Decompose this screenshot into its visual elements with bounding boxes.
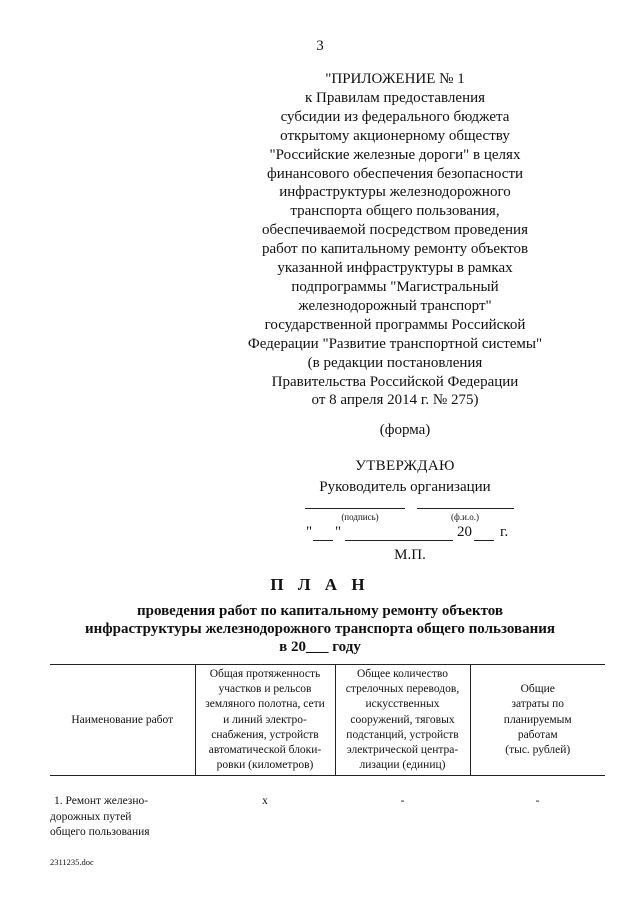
table-header-row: [50, 665, 605, 776]
row-cost: -: [535, 795, 540, 808]
appendix-line: к Правилам предоставления: [304, 89, 486, 106]
header-line: планируемым: [503, 713, 572, 726]
signature-caption: (подпись): [341, 512, 379, 522]
row-name-line: 1. Ремонт железно-: [54, 795, 149, 808]
approval-title: УТВЕРЖДАЮ: [355, 458, 455, 474]
appendix-line: инфраструктуры железнодорожного: [279, 184, 511, 201]
appendix-line: "ПРИЛОЖЕНИЕ № 1: [325, 71, 465, 87]
header-line: затраты по: [511, 698, 565, 711]
approval-subtitle: Руководитель организации: [319, 479, 491, 495]
plan-table: [50, 664, 605, 840]
header-line: снабжения, устройств: [211, 728, 319, 741]
appendix-line: "Российские железные дороги" в целях: [269, 146, 521, 163]
header-line: автоматической блоки-: [208, 744, 322, 757]
header-line: искусственных: [365, 698, 440, 711]
header-line: Общее количество: [357, 668, 448, 680]
appendix-line: (в редакции постановления: [307, 354, 483, 371]
appendix-line: железнодорожный транспорт": [298, 297, 492, 314]
form-label: (форма): [379, 422, 431, 438]
appendix-line: открытому акционерному обществу: [280, 127, 510, 144]
header-cost: [470, 665, 605, 776]
header-line: подстанций, устройств: [346, 728, 459, 741]
page-number: 3: [316, 38, 324, 54]
row-work-name: [50, 776, 195, 840]
header-line: работам: [517, 728, 558, 741]
stamp-label: М.П.: [394, 547, 426, 563]
appendix-line: субсидии из федерального бюджета: [280, 108, 510, 125]
header-line: (тыс. рублей): [505, 744, 571, 757]
name-caption: (ф.и.о.): [451, 512, 479, 522]
date-year-prefix: 20: [457, 524, 472, 540]
appendix-line: от 8 апреля 2014 г. № 275): [311, 392, 479, 409]
header-line: сооружений, тяговых: [350, 713, 455, 726]
table-row: [50, 776, 605, 840]
name-line[interactable]: [417, 508, 514, 509]
date-quote-close: ": [335, 524, 342, 540]
header-line: Общие: [520, 683, 555, 696]
date-month-line[interactable]: [345, 540, 453, 541]
appendix-header: [230, 70, 560, 410]
appendix-line: обеспечиваемой посредством проведения: [261, 222, 528, 239]
appendix-line: финансового обеспечения безопасности: [266, 165, 524, 182]
appendix-line: Правительства Российской Федерации: [271, 373, 519, 390]
row-length: х: [262, 795, 268, 808]
header-line: электрической центра-: [346, 744, 459, 757]
plan-subtitle-line: в 20___ году: [279, 639, 361, 655]
header-line: стрелочных переводов,: [345, 683, 460, 696]
appendix-line: Федерации "Развитие транспортной системы": [247, 335, 543, 352]
plan-title: П Л А Н: [270, 575, 370, 594]
header-line: и линий электро-: [223, 713, 307, 726]
date-year-suffix: г.: [500, 524, 509, 540]
plan-subtitle-line: проведения работ по капитальному ремонту объектов: [136, 603, 504, 619]
header-line: лизации (единиц): [359, 759, 446, 772]
appendix-line: работ по капитальному ремонту объектов: [261, 241, 529, 258]
header-line: Наименование работ: [71, 713, 174, 726]
appendix-line: указанной инфраструктуры в рамках: [277, 260, 513, 277]
header-line: Общая протяженность: [209, 668, 321, 680]
appendix-line: подпрограммы "Магистральный: [291, 278, 499, 295]
header-count: [335, 665, 470, 776]
signature-line[interactable]: [305, 508, 405, 509]
plan-subtitle-line: инфраструктуры железнодорожного транспорта общего пользования: [84, 621, 556, 637]
row-count: -: [400, 795, 405, 808]
date-day-line[interactable]: [313, 540, 333, 541]
row-name-line: дорожных путей: [50, 810, 132, 823]
header-length: [195, 665, 335, 776]
plan-subtitle: [0, 602, 640, 656]
document-code: 2311235.doc: [50, 857, 94, 867]
date-quote-open: ": [306, 524, 313, 540]
appendix-line: транспорта общего пользования,: [290, 203, 500, 220]
header-line: участков и рельсов: [218, 683, 312, 696]
row-name-line: общего пользования: [50, 825, 150, 838]
appendix-line: государственной программы Российской: [264, 316, 526, 333]
header-line: земляного полотна, сети: [205, 698, 325, 711]
date-year-line[interactable]: [474, 540, 494, 541]
header-line: ровки (километров): [216, 759, 314, 772]
header-work-name: [50, 665, 195, 776]
